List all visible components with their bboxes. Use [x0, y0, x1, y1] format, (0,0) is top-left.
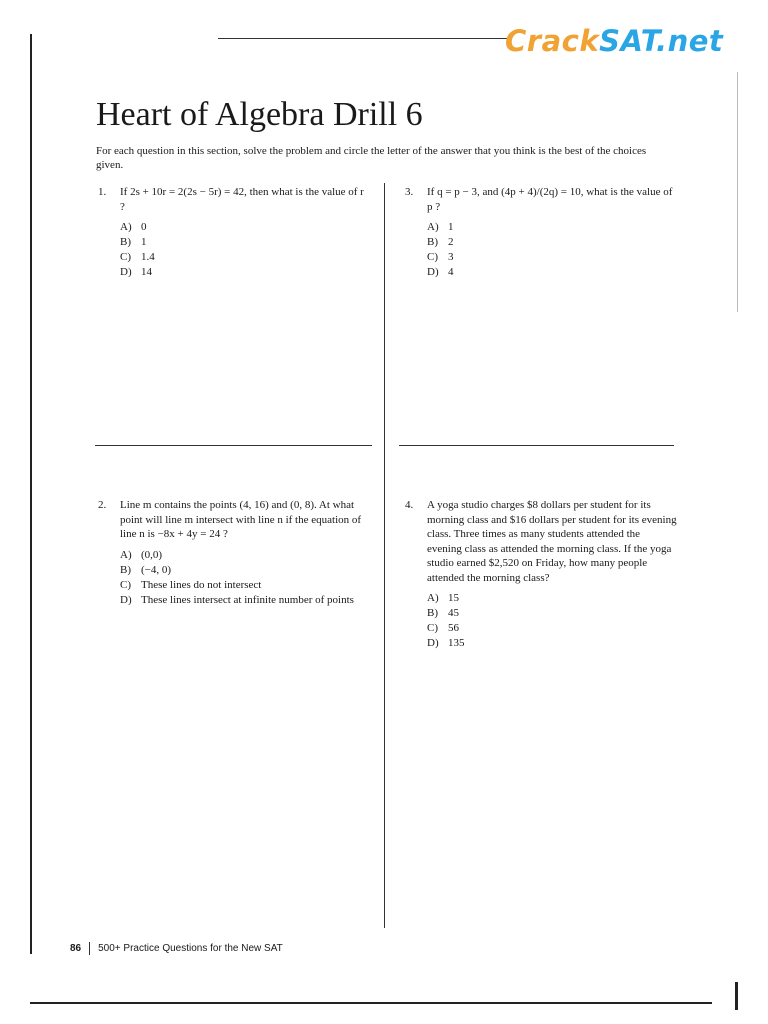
- option-letter: A): [120, 221, 132, 233]
- option-text: 15: [448, 592, 459, 604]
- question-separator-left: [95, 445, 372, 446]
- option-text: These lines do not intersect: [141, 578, 262, 591]
- option-text: 4: [448, 266, 454, 278]
- option-letter: C): [120, 578, 131, 591]
- answer-option-c[interactable]: [120, 578, 370, 593]
- answer-option-d[interactable]: [120, 593, 370, 608]
- option-text: 1: [141, 236, 147, 248]
- answer-option-a[interactable]: [120, 220, 370, 235]
- question-2: [98, 498, 370, 608]
- option-letter: D): [120, 593, 132, 606]
- page-number: 86: [70, 943, 82, 955]
- question-separator-right: [399, 445, 674, 446]
- answer-option-c[interactable]: [120, 250, 370, 265]
- question-4: [405, 498, 677, 651]
- option-letter: D): [427, 266, 439, 278]
- option-text: 135: [448, 637, 465, 649]
- scan-edge-left: [30, 34, 32, 954]
- option-letter: D): [427, 637, 439, 649]
- logo-part-1: Crack: [505, 24, 600, 58]
- question-text: If 2s + 10r = 2(2s − 5r) = 42, then what is the value of r ?: [120, 186, 364, 213]
- answer-option-b[interactable]: [120, 235, 370, 250]
- book-title: 500+ Practice Questions for the New SAT: [98, 943, 283, 955]
- option-text: 0: [141, 221, 147, 233]
- option-letter: B): [120, 236, 131, 248]
- answer-options: [120, 548, 370, 608]
- option-text: 1.4: [141, 251, 155, 263]
- logo-part-2: SAT.net: [599, 24, 724, 58]
- option-letter: B): [427, 236, 438, 248]
- answer-options: [427, 220, 677, 280]
- option-text: 3: [448, 251, 454, 263]
- page-footer: [70, 942, 283, 955]
- answer-options: [427, 591, 677, 651]
- option-text: 1: [448, 221, 454, 233]
- answer-option-d[interactable]: [120, 265, 370, 280]
- site-logo[interactable]: [505, 24, 723, 58]
- instructions-text: For each question in this section, solve the problem and circle the letter of the answer that you think is the best of the choices given.: [96, 145, 647, 171]
- question-text: A yoga studio charges $8 dollars per student for its morning class and $16 dollars per student for its evening class. Three times as many students attended the evening class as attended the morning class. If the yoga studio earned $2,520 on Friday, how many people attended the morning class?: [427, 499, 677, 584]
- footer-separator: [89, 942, 90, 955]
- question-text: If q = p − 3, and (4p + 4)/(2q) = 10, what is the value of p ?: [427, 186, 673, 213]
- option-letter: B): [120, 563, 131, 576]
- answer-option-c[interactable]: [427, 250, 677, 265]
- option-text: (0,0): [141, 548, 163, 561]
- option-letter: D): [120, 266, 132, 278]
- answer-option-a[interactable]: [120, 548, 370, 563]
- question-number: 1.: [98, 186, 107, 198]
- column-divider: [384, 183, 385, 928]
- scan-corner-mark: [735, 982, 738, 1010]
- option-letter: A): [427, 592, 439, 604]
- option-letter: B): [427, 607, 438, 619]
- option-text: (−4, 0): [141, 563, 172, 576]
- answer-option-a[interactable]: [427, 591, 677, 606]
- bottom-rule: [30, 1002, 712, 1004]
- page-title: Heart of Algebra Drill 6: [96, 96, 423, 133]
- option-text: 45: [448, 607, 459, 619]
- answer-option-d[interactable]: [427, 636, 677, 651]
- answer-option-c[interactable]: [427, 621, 677, 636]
- question-3: [405, 185, 677, 280]
- answer-option-b[interactable]: [427, 235, 677, 250]
- option-letter: C): [427, 622, 438, 634]
- option-text: 2: [448, 236, 454, 248]
- answer-option-a[interactable]: [427, 220, 677, 235]
- scan-edge-right: [737, 72, 738, 312]
- option-letter: C): [120, 251, 131, 263]
- header-rule: [218, 38, 508, 39]
- question-text: Line m contains the points (4, 16) and (0, 8). At what point will line m intersect with line n if the equation of line n is −8x + 4y = 24 ?: [120, 499, 362, 540]
- answer-option-d[interactable]: [427, 265, 677, 280]
- option-letter: C): [427, 251, 438, 263]
- option-text: 56: [448, 622, 459, 634]
- option-letter: A): [427, 221, 439, 233]
- answer-options: [120, 220, 370, 280]
- answer-option-b[interactable]: [427, 606, 677, 621]
- option-letter: A): [120, 548, 132, 561]
- question-number: 3.: [405, 186, 414, 198]
- option-text: These lines intersect at infinite number of points: [141, 593, 354, 606]
- answer-option-b[interactable]: [120, 563, 370, 578]
- question-number: 2.: [98, 499, 107, 511]
- option-text: 14: [141, 266, 152, 278]
- question-number: 4.: [405, 499, 414, 511]
- question-1: [98, 185, 370, 280]
